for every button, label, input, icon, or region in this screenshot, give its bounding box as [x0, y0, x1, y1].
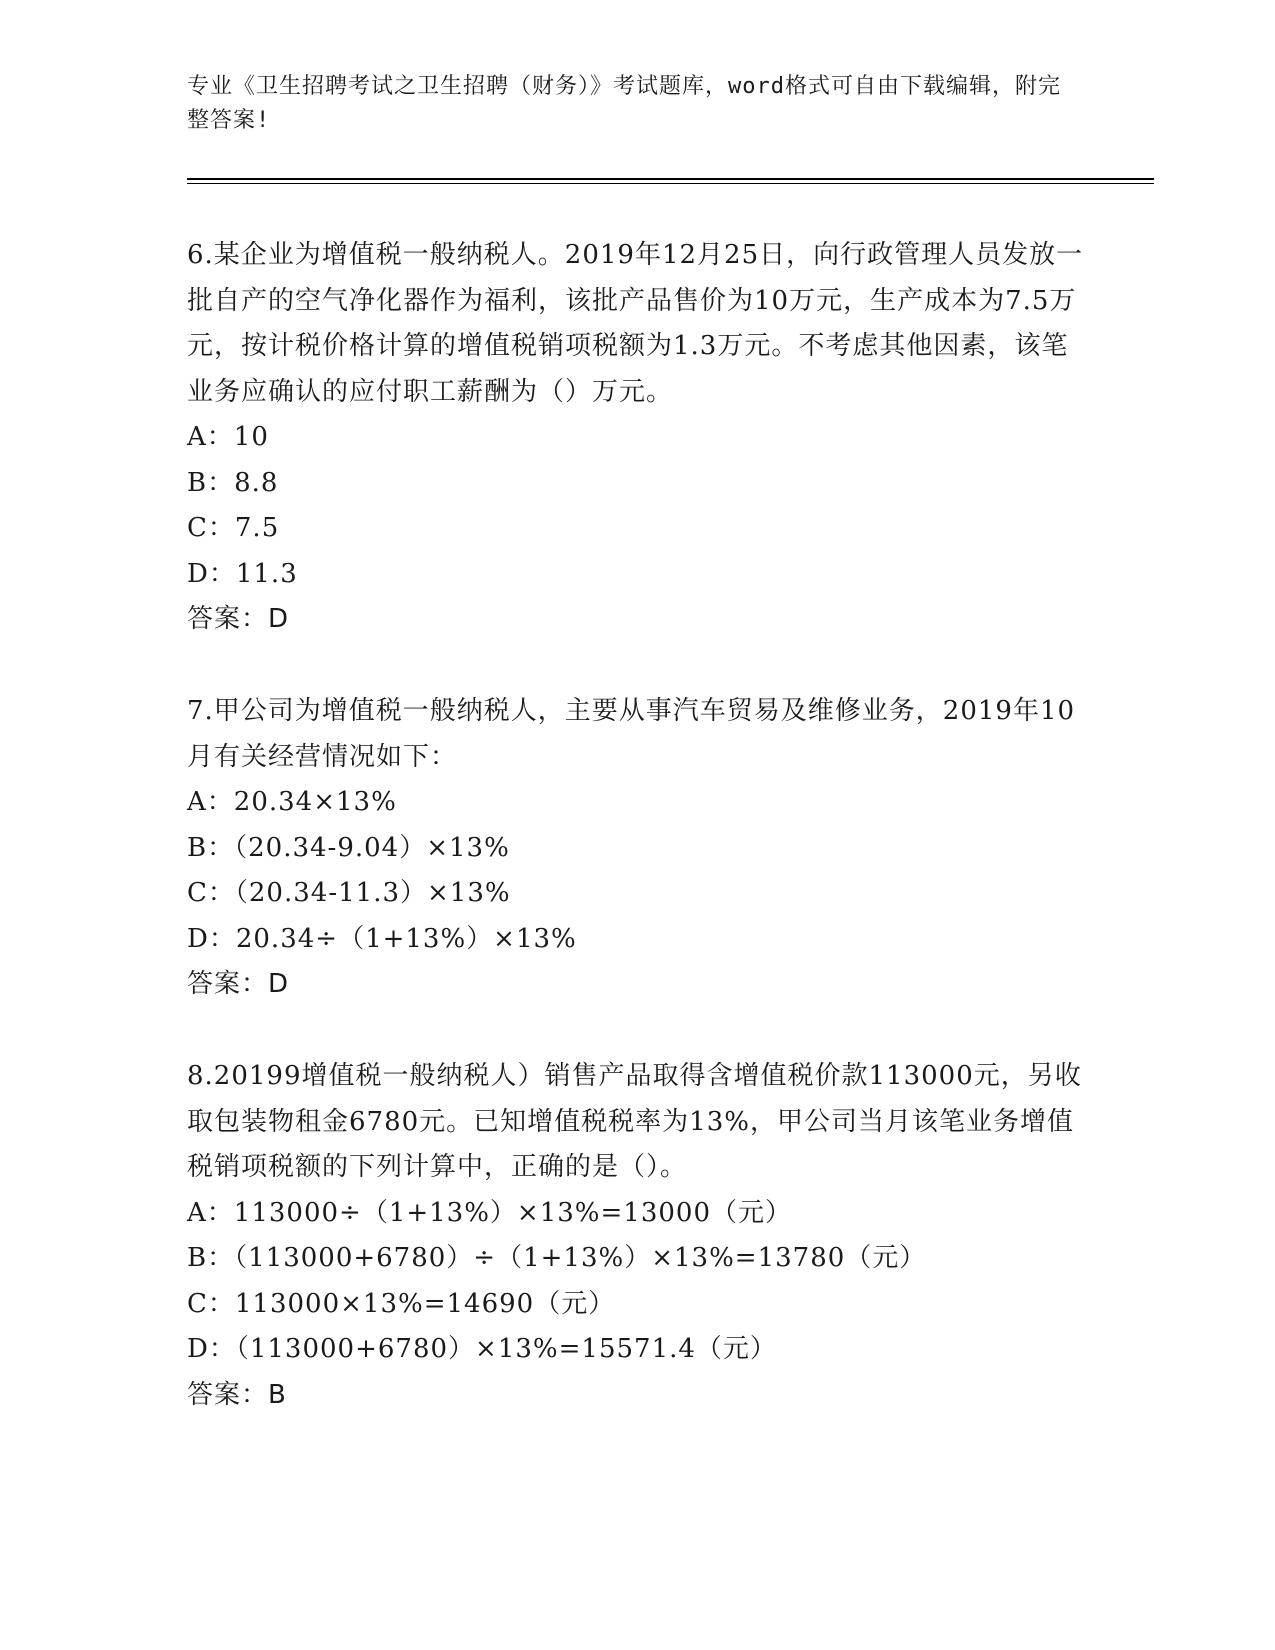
answer: 答案：D — [187, 969, 290, 999]
option-c: C：（20.34-11.3）×13% — [187, 878, 511, 908]
option-d: D：（113000+6780）×13%=15571.4（元） — [187, 1334, 777, 1364]
option-a: A：20.34×13% — [187, 787, 397, 817]
option-c: C：113000×13%=14690（元） — [187, 1288, 616, 1319]
option-d: D：20.34÷（1+13%）×13% — [187, 923, 577, 954]
answer: 答案：B — [187, 1379, 287, 1410]
option-b: B：（113000+6780）÷（1+13%）×13%=13780（元） — [187, 1243, 927, 1273]
document-header: 专业《卫生招聘考试之卫生招聘（财务）》考试题库，word格式可自由下载编辑，附完整答案! — [187, 74, 1061, 133]
question-stem: 7.甲公司为增值税一般纳税人，主要从事汽车贸易及维修业务，2019年10月有关经营情况如下： — [187, 696, 1076, 772]
question-6 — [187, 233, 1087, 643]
option-d: D：11.3 — [187, 558, 298, 589]
option-c: C：7.5 — [187, 513, 280, 543]
question-7 — [187, 689, 1087, 1008]
option-a: A：10 — [187, 422, 269, 452]
answer: 答案：D — [187, 604, 290, 634]
header-divider-thin — [187, 183, 1154, 184]
option-a: A：113000÷（1+13%）×13%=13000（元） — [187, 1197, 792, 1228]
question-stem: 6.某企业为增值税一般纳税人。2019年12月25日，向行政管理人员发放一批自产的空气净化器作为福利，该批产品售价为10万元，生产成本为7.5万元，按计税价格计算的增值税销项税额为1.3万元。不考虑其他因素，该笔业务应确认的应付职工薪酬为（）万元。 — [187, 240, 1084, 407]
question-stem: 8.20199增值税一般纳税人）销售产品取得含增值税价款113000元，另收取包装物租金6780元。已知增值税税率为13%，甲公司当月该笔业务增值税销项税额的下列计算中，正确的是（）。 — [187, 1061, 1082, 1182]
header-divider — [187, 178, 1154, 180]
option-b: B：（20.34-9.04）×13% — [187, 832, 510, 863]
question-8 — [187, 1054, 1087, 1418]
option-b: B：8.8 — [187, 467, 279, 498]
